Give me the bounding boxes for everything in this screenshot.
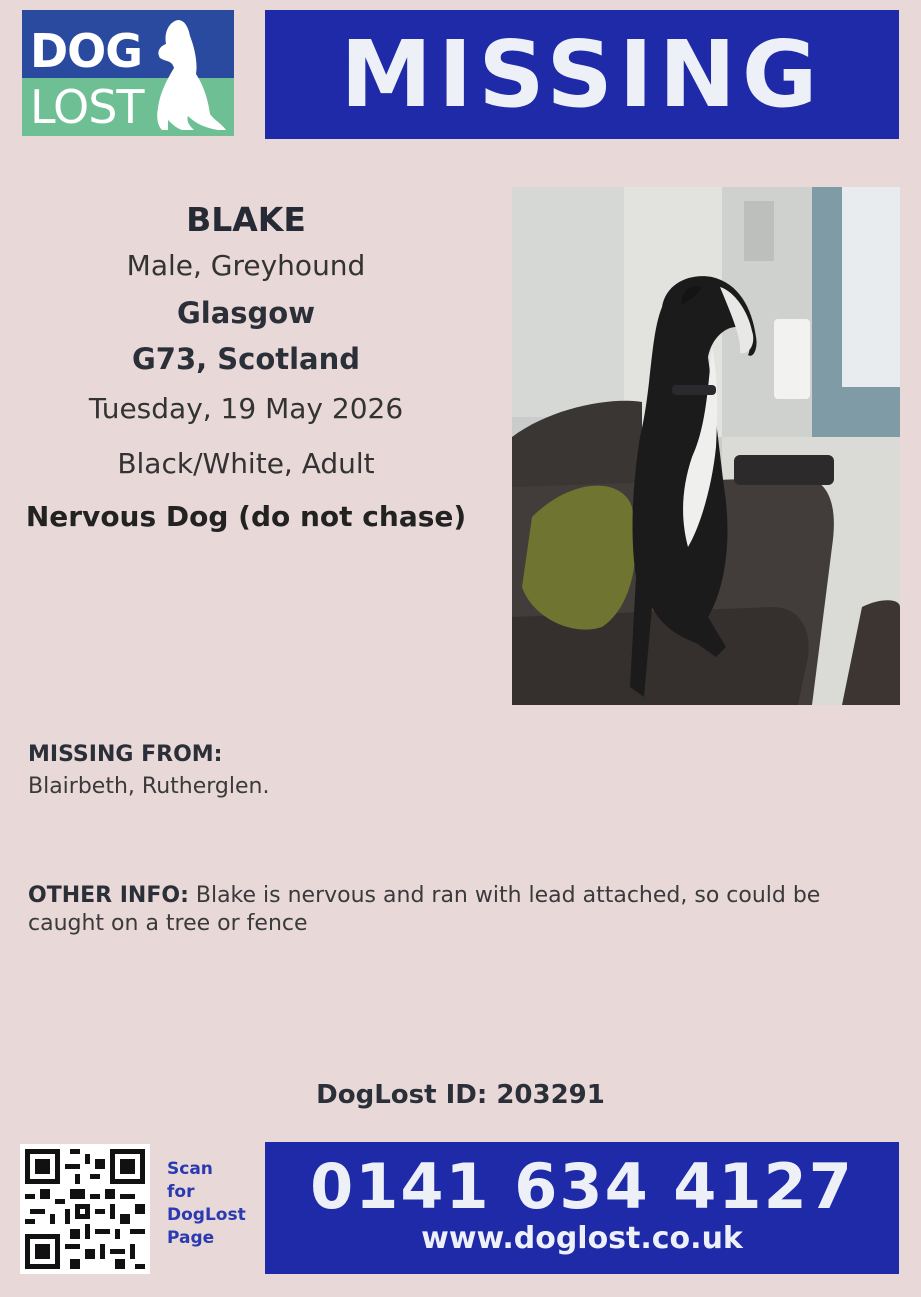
missing-date: Tuesday, 19 May 2026 — [88, 392, 404, 425]
doglost-id — [0, 1080, 921, 1110]
contact-website[interactable]: www.doglost.co.uk — [421, 1221, 743, 1256]
dog-silhouette-icon — [138, 16, 230, 134]
doglost-logo — [22, 10, 234, 136]
missing-banner: MISSING — [265, 10, 899, 139]
contact-phone[interactable]: 0141 634 4127 — [310, 1150, 854, 1223]
qr-code[interactable] — [20, 1144, 150, 1274]
dog-city: Glasgow — [176, 296, 316, 330]
qr-code-icon — [20, 1144, 150, 1274]
qr-caption-line: for — [167, 1182, 195, 1202]
missing-from-value: Blairbeth, Rutherglen. — [28, 774, 270, 799]
contact-box — [265, 1142, 899, 1274]
other-info-value: Blake is nervous and ran with lead attached, so could be caught on a tree or fence — [28, 883, 821, 936]
dog-warning-note: Nervous Dog (do not chase) — [25, 500, 467, 533]
doglost-id-label: DogLost ID: — [316, 1080, 488, 1110]
dog-sex-breed: Male, Greyhound — [126, 249, 366, 282]
qr-caption-line: Scan — [167, 1159, 213, 1179]
doglost-id-value: 203291 — [496, 1080, 605, 1110]
dog-region: G73, Scotland — [131, 342, 361, 376]
dog-colour-age: Black/White, Adult — [117, 447, 375, 480]
dog-photo — [512, 187, 900, 705]
qr-caption-line: DogLost — [167, 1205, 246, 1225]
logo-word-lost: LOST — [30, 80, 144, 134]
missing-from-heading: MISSING FROM: — [28, 742, 223, 767]
dog-details — [0, 196, 492, 533]
qr-caption-line: Page — [167, 1228, 215, 1248]
dog-name: BLAKE — [186, 200, 306, 239]
logo-word-dog: DOG — [30, 24, 143, 78]
other-info-heading: OTHER INFO: — [28, 883, 189, 908]
dog-photo-illustration — [512, 187, 900, 705]
other-info — [28, 882, 848, 938]
qr-caption — [167, 1158, 246, 1250]
